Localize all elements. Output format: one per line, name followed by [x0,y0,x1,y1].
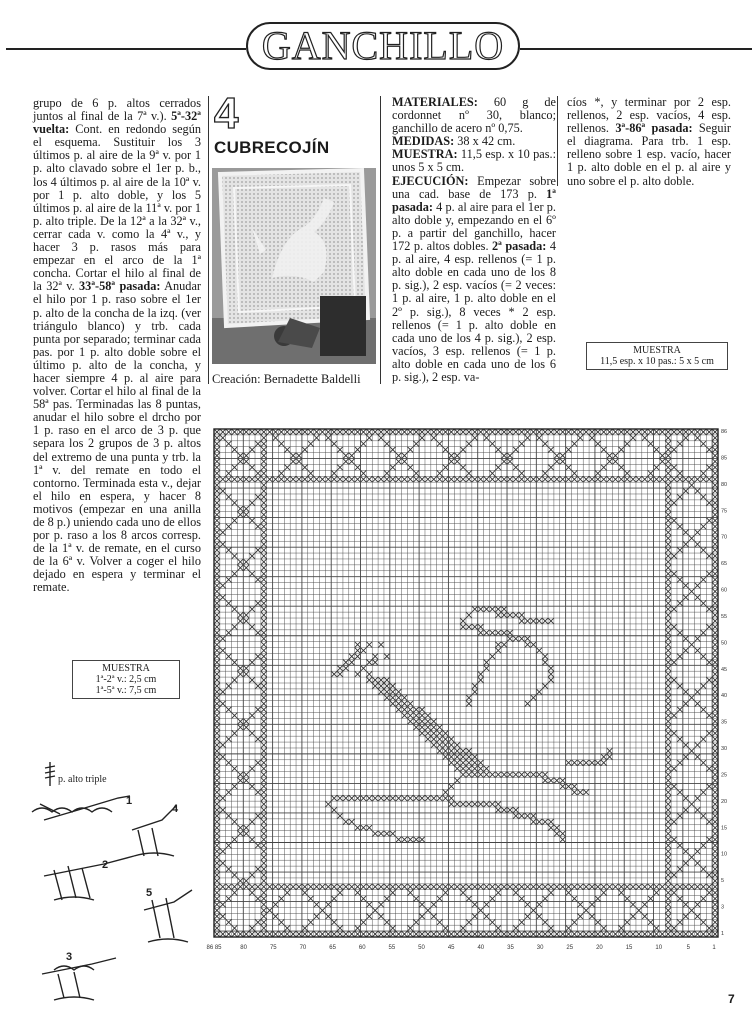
designer-credit: Creación: Bernadette Baldelli [212,372,361,386]
bottom-tick-label: 25 [566,945,574,951]
column-divider [380,96,381,384]
bottom-tick-label: 40 [477,945,485,951]
right-tick-label: 40 [721,693,728,700]
right-tick-label: 1 [721,931,725,937]
bottom-tick-label: 86 85 [206,945,222,951]
bottom-tick-label: 55 [388,945,396,951]
section-title: GANCHILLO [261,23,505,68]
section-title-badge [246,22,520,70]
step-number: 3 [66,951,73,963]
gauge-box-left [72,660,180,699]
body-text: cíos *, y terminar por 2 esp. rellenos, 2 esp. vacíos, 4 esp. rellenos. [567,95,731,136]
body-text: grupo de 6 p. altos cerrados juntos al final de la 7ª v.). [33,96,201,124]
instructions-column-2 [392,96,556,384]
instructions-paragraph [33,97,201,595]
article-number: 4 [214,89,239,138]
right-tick-label: 80 [721,481,728,488]
materials-label: MATERIALES: [392,95,478,109]
right-tick-label: 75 [721,508,728,515]
article-title: CUBRECOJÍN [214,138,330,157]
right-tick-label: 65 [721,561,728,568]
right-tick-label: 35 [721,719,728,726]
round-heading: 3ª-86ª pasada: [615,121,693,136]
gauge-box-title: MUESTRA [102,663,150,674]
body-text: 4 p. al aire para el 1er p. alto doble y, empezando en el 6º p. a partir del ganchillo, hacer 172 p. altos dobles. [392,199,556,254]
bottom-tick-label: 30 [536,945,544,951]
right-tick-label: 55 [721,613,728,620]
column-divider [557,96,558,186]
cushion-photo [212,168,376,364]
bottom-tick-label: 75 [269,945,277,951]
measurements-text: 38 x 42 cm. [454,134,516,149]
gauge-box-title: MUESTRA [633,345,681,356]
body-text: Anudar el hilo por 1 p. raso sobre el 1er p. alto de la concha de la izq. (ver triángulo blanco) y trb. cada punta por separado; terminar cada pas. por 1 p. alto doble sobre el último p. alto de la concha, y hacer siempre 4 p. al aire para volver. Cortar el hilo al final de la 58ª pas. Terminadas las 8 puntas, anudar el hilo sobre el drcho por 1 p. raso en el arco de 3 p. que separa los 2 grupos de 3 p. altos del extremo de una punta y trb. la 1ª v. del remate en todo el contorno. Terminada esta v., dejar el hilo en espera, y hacer 8 motivos (empezar en una anilla de 8 p.) uniendo cada uno de ellos por p. raso a los 8 arcos corresp. de la 1ª v. de remate, en el curso de la 6ª v. Volver a coger el hilo dejado en espera y terminar el remate. [33,279,202,595]
round-heading: 2ª pasada: [492,239,547,254]
treble-stitch-diagram [14,760,196,1010]
cushion-photo-image [212,168,376,364]
instructions-column-1 [33,97,201,595]
right-tick-label: 45 [721,666,728,673]
bottom-tick-label: 10 [655,945,663,951]
gauge-box-line: 1ª-5ª v.: 7,5 cm [95,685,157,696]
right-tick-label: 50 [721,640,728,647]
body-text: 4 p. al aire, 4 esp. rellenos (= 1 p. alto doble en cada uno de los 8 p. sig.), 2 esp. vacíos (= 2 veces: 1 p. al aire, 1 p. alto doble en el 2º p. sig.), 8 veces * 2 esp. rellenos (= 1 p. alto doble en cada uno de los 4 p. sig.), 2 esp. vacíos, 3 esp. rellenos (= 1 p. alto doble en cada uno de los 6 p. sig.), 2 esp. va- [392,239,556,384]
gauge-line [392,148,556,174]
right-tick-label: 85 [721,455,728,462]
step-number: 4 [172,803,179,815]
bottom-tick-label: 1 [712,945,716,951]
page-number: 7 [728,992,735,1006]
step-number: 2 [102,859,109,871]
materials-text: 60 g de cordonnet nº 30, blanco; ganchillo de acero nº 0,75. [392,95,556,136]
stitch-label: p. alto triple [58,774,107,785]
right-tick-label: 25 [721,772,728,779]
right-tick-label: 20 [721,798,728,805]
instructions-paragraph [567,96,731,188]
stitch-diagram-drawing [14,760,196,1010]
step-number: 1 [126,795,133,807]
bottom-tick-label: 5 [686,945,691,951]
bottom-tick-label: 15 [625,945,633,951]
gauge-label: MUESTRA: [392,147,458,162]
body-text: Seguir el diagrama. Para trb. 1 esp. relleno sobre 1 esp. vacío, hacer 1 p. alto doble en el p. al aire y uno sobre el p. alto doble. [567,121,732,188]
materials-line [392,96,556,135]
gauge-text: 11,5 esp. x 10 pas.: unos 5 x 5 cm. [392,147,556,175]
bottom-tick-label: 35 [507,945,514,951]
measurements-label: MEDIDAS: [392,134,455,149]
bottom-tick-label: 50 [418,945,425,951]
header-rule-right [520,48,752,50]
right-tick-label: 60 [721,587,728,594]
right-tick-label: 70 [721,534,728,541]
gauge-box-line: 11,5 esp. x 10 pas.: 5 x 5 cm [600,356,714,367]
round-heading: 5ª-32ª vuelta: [33,109,201,137]
right-tick-label: 10 [721,851,728,858]
step-number: 5 [146,887,153,899]
right-tick-label: 30 [721,746,728,753]
round-heading: 33ª-58ª pasada: [79,279,161,294]
bottom-tick-label: 20 [596,945,603,951]
right-tick-label: 5 [721,878,725,885]
column-divider [208,96,209,384]
bottom-tick-label: 80 [240,945,247,951]
round-heading: 1ª pasada: [392,186,556,214]
body-text: Cont. en redondo según el esquema. Sustituir los 3 últimos p. al aire de la 9ª v. por 1 p. alto clavado sobre el 1er p. b., los 4 últimos p. al aire de la 10ª v. por 1 p. alto doble, y los 5 últimos p. al aire de la 11ª v. por 1 p. alto triple. De la 12ª a la 32ª v., cerrar cada v. como la 4ª v., y hacer 3 p. rasos más para empezar en el arco de la 1ª concha. Cortar el hilo al final de la 32ª v. [33,122,201,294]
bottom-tick-label: 45 [447,945,455,951]
execution-label: EJECUCIÓN: [392,173,469,188]
bottom-tick-label: 70 [299,945,307,951]
right-tick-label: 3 [721,904,725,911]
right-tick-label: 15 [721,825,728,832]
bottom-tick-label: 60 [358,945,366,951]
instructions-column-3 [567,96,731,188]
header-rule-left [6,48,246,50]
right-tick-label: 86 [721,429,728,435]
bottom-tick-label: 65 [329,945,336,951]
body-text: Empezar sobre una cad. base de 173 p. [392,173,556,201]
gauge-box-line: 1ª-2ª v.: 2,5 cm [95,674,157,685]
filet-chart [206,425,734,955]
execution-paragraph [392,175,556,385]
filet-chart-grid [206,425,734,955]
gauge-box-right [586,342,728,370]
